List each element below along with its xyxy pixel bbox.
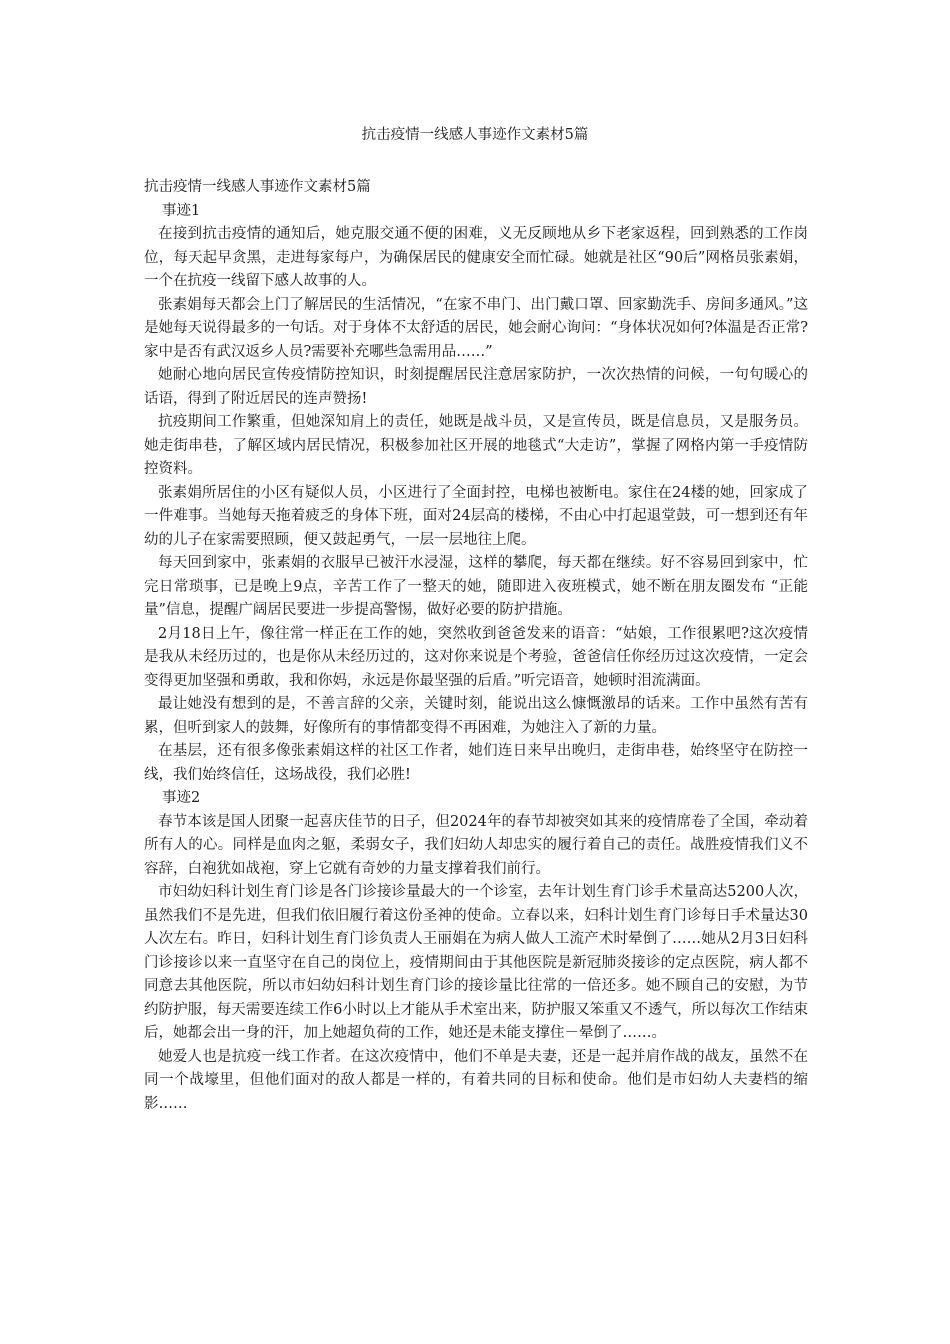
paragraph: 抗疫期间工作繁重，但她深知肩上的责任，她既是战斗员，又是宣传员，既是信息员，又是服务员。她走街串巷，了解区域内居民情况，积极参加社区开展的地毯式“大走访”，掌握了网格内第一手疫情防控资料。: [144, 414, 808, 477]
paragraph: 张素娟所居住的小区有疑似人员，小区进行了全面封控，电梯也被断电。家住在24楼的她，回家成了一件难事。当她每天拖着疲乏的身体下班，面对24层高的楼梯，不由心中打起退堂鼓，可一想到还有年幼的儿子在家需要照顾，便又鼓起勇气，一层一层地往上爬。: [144, 484, 808, 548]
paragraph: 在接到抗击疫情的通知后，她克服交通不便的困难，义无反顾地从乡下老家返程，回到熟悉的工作岗位，每天起早贪黑，走进每家每户，为确保居民的健康安全而忙碌。她就是社区“90后”网格员张素娟，一个在抗疫一线留下感人故事的人。: [144, 226, 808, 289]
paragraph: 最让她没有想到的是，不善言辞的父亲，关键时刻，能说出这么慷慨激昂的话来。工作中虽然有苦有累，但听到家人的鼓舞，好像所有的事情都变得不再困难，为她注入了新的力量。: [144, 696, 808, 736]
paragraph: 张素娟每天都会上门了解居民的生活情况，“在家不串门、出门戴口罩、回家勤洗手、房间多通风。”这是她每天说得最多的一句话。对于身体不太舒适的居民，她会耐心询问：“身体状况如何?体温是否正常?家中是否有武汉返乡人员?需要补充哪些急需用品……”: [144, 296, 808, 360]
document-body: [144, 176, 808, 1116]
section-heading-2: 事迹2: [162, 790, 201, 806]
paragraph: 在基层，还有很多像张素娟这样的社区工作者，她们连日来早出晚归，走街串巷，始终坚守在防控一线，我们始终信任，这场战役，我们必胜!: [144, 743, 808, 783]
document-subtitle: 抗击疫情一线感人事迹作文素材5篇: [144, 179, 371, 195]
paragraph: 2月18日上午，像往常一样正在工作的她，突然收到爸爸发来的语音：“姑娘，工作很累吧?这次疫情是我从未经历过的，也是你从未经历过的，这对你来说是个考验，爸爸信任你经历过这次疫情，一定会变得更加坚强和勇敢，我和你妈，永远是你最坚强的后盾。”听完语音，她顿时泪流满面。: [144, 625, 808, 689]
document-title: 抗击疫情一线感人事迹作文素材5篇: [361, 127, 589, 143]
section-heading-1: 事迹1: [162, 202, 201, 219]
paragraph: 她爱人也是抗疫一线工作者。在这次疫情中，他们不单是夫妻，还是一起并肩作战的战友，虽然不在同一个战壕里，但他们面对的敌人都是一样的，有着共同的目标和使命。他们是市妇幼人夫妻档的缩影……: [144, 1048, 808, 1112]
paragraph: 每天回到家中，张素娟的衣服早已被汗水浸湿，这样的攀爬，每天都在继续。好不容易回到家中，忙完日常琐事，已是晚上9点，辛苦工作了一整天的她，随即进入夜班模式，她不断在朋友圈发布 “正能量”信息，提醒广阔居民要进一步提高警惕，做好必要的防护措施。: [144, 555, 808, 618]
paragraph: 她耐心地向居民宣传疫情防控知识，时刻提醒居民注意居家防护，一次次热情的问候，一句句暖心的话语，得到了附近居民的连声赞扬!: [144, 367, 808, 407]
paragraph: 春节本该是国人团聚一起喜庆佳节的日子，但2024年的春节却被突如其来的疫情席卷了全国，牵动着所有人的心。同样是血肉之躯，柔弱女子，我们妇幼人却忠实的履行着自己的责任。战胜疫情我们义不容辞，白袍犹如战袍，穿上它就有奇妙的力量支撑着我们前行。: [144, 813, 808, 877]
paragraph: 市妇幼妇科计划生育门诊是各门诊接诊量最大的一个诊室，去年计划生育门诊手术量高达5200人次，虽然我们不是先进，但我们依旧履行着这份圣神的使命。立春以来，妇科计划生育门诊每日手术量达30人次左右。昨日，妇科计划生育门诊负责人王丽娟在为病人做人工流产术时晕倒了……她从2月3日妇科门诊接诊以来一直坚守在自己的岗位上，疫情期间由于其他医院是新冠肺炎接诊的定点医院，病人都不同意去其他医院，所以市妇幼妇科计划生育门诊的接诊量比往常的一倍还多。她不顾自己的安慰，为节约防护服，每天需要连续工作6小时以上才能从手术室出来，防护服又笨重又不透气，所以每次工作结束后，她都会出一身的汗，加上她超负荷的工作，她还是未能支撑住－晕倒了……。: [144, 884, 808, 1041]
